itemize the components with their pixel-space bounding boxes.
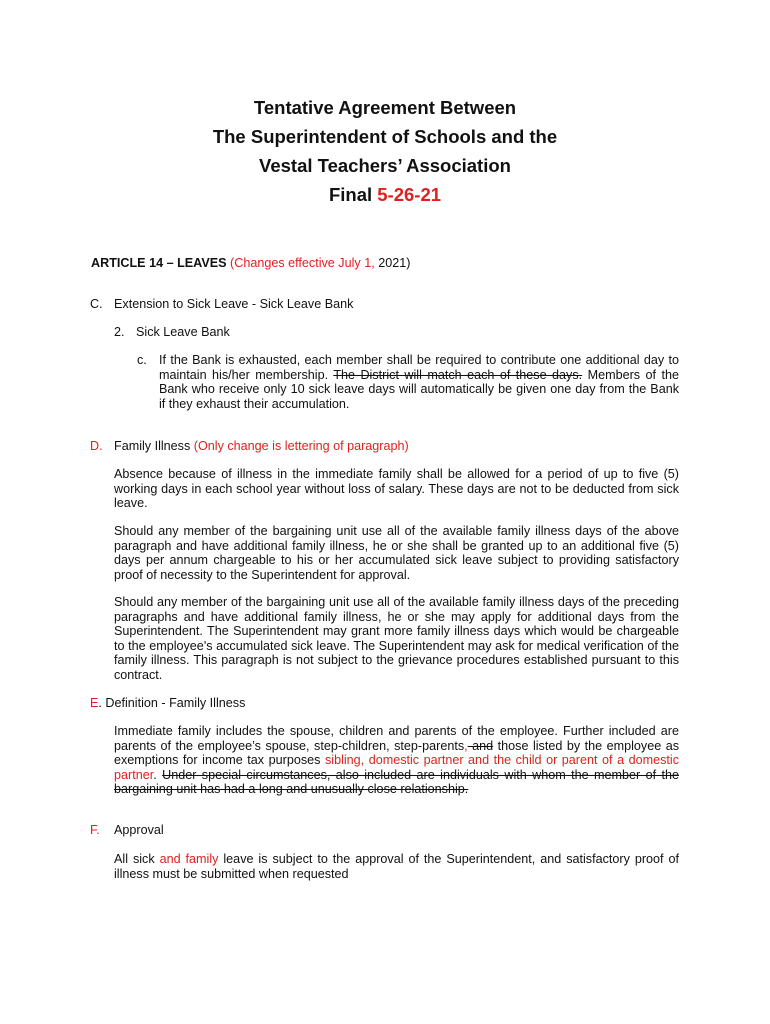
subsection-2-number: 2. — [114, 325, 125, 339]
section-e-comma: , — [464, 738, 468, 753]
article-heading — [91, 256, 410, 271]
article-note-year: 2021 — [378, 256, 407, 270]
section-d-heading — [114, 439, 409, 454]
section-d-note: (Only change is lettering of paragraph) — [193, 439, 409, 453]
item-c-text — [159, 353, 679, 411]
section-e-title: . Definition - Family Illness — [98, 696, 246, 710]
section-d-paragraph-1: Absence because of illness in the immediate family shall be allowed for a period of up to five (5) working days in each school year without loss of salary. These days are not to be deducted from sick leave. — [114, 467, 679, 511]
section-f-added-text: and family — [159, 852, 219, 866]
section-e-struck-and: and — [467, 738, 494, 753]
section-e-letter: E — [90, 696, 99, 710]
section-d-paragraph-3: Should any member of the bargaining unit use all of the available family illness days of the preceding paragraphs and have additional family illness, he or she may apply for additional days from the Superintendent. The Superintendent may grant more family illness days which would be chargeable to the employee's accumulated sick leave. The Superintendent may ask for medical verification of the family illness. This paragraph is not subject to the grievance procedures established pursuant to this contract. — [114, 595, 679, 682]
title-line-3: Vestal Teachers’ Association — [259, 155, 511, 176]
item-c-letter: c. — [137, 353, 147, 367]
section-f-text-1: All sick — [114, 852, 160, 866]
title-line-1: Tentative Agreement Between — [253, 97, 517, 118]
section-f-paragraph — [114, 852, 679, 881]
article-note: (Changes effective July 1, — [230, 256, 379, 270]
section-c-heading: Extension to Sick Leave - Sick Leave Bank — [114, 297, 354, 311]
final-label: Final — [328, 184, 378, 205]
article-title: ARTICLE 14 – LEAVES — [91, 256, 231, 270]
item-c-text-2: Members of the Bank who receive only 10 sick leave days will automatically be given one day from the Bank if they exhaust their accumulation. — [159, 367, 679, 411]
document-title — [0, 93, 770, 209]
section-e-heading — [90, 696, 245, 711]
section-d-paragraph-2: Should any member of the bargaining unit use all of the available family illness days of the above paragraph and have additional family illness, he or she shall be granted up to an additional five (5) days per annum chargeable to his or her accumulated sick leave subject to providing satisfactory proof of necessity to the Superintendent for approval. — [114, 524, 679, 582]
section-e-text-2: those listed by the employee as exemptions for income tax purposes — [114, 738, 680, 768]
section-e-paragraph — [114, 724, 679, 797]
section-e-added-text: sibling, domestic partner and the child or parent of a domestic partner — [114, 753, 679, 782]
section-f-letter: F. — [90, 823, 100, 837]
section-f-heading: Approval — [114, 823, 164, 837]
section-e-struck-text: Under special circumstances, also included are individuals with whom the member of the bargaining unit has had a long and unusually close relationship. — [114, 767, 679, 797]
subsection-2-heading: Sick Leave Bank — [136, 325, 230, 339]
item-c-text-1: If the Bank is exhausted, each member shall be required to contribute one additional day to maintain his/her membership. — [159, 353, 679, 382]
title-line-2: The Superintendent of Schools and the — [212, 126, 558, 147]
section-e-text-1: Immediate family includes the spouse, children and parents of the employee. Further included are parents of the employee’s spouse, step-children, step-parents — [114, 724, 679, 753]
article-note-close: ) — [406, 256, 411, 270]
item-c-struck-text: The District will match each of these days. — [333, 367, 583, 382]
section-e-period: . — [153, 767, 163, 782]
section-d-title: Family Illness — [114, 439, 194, 453]
section-f-text-2: leave is subject to the approval of the Superintendent, and satisfactory proof of illness must be submitted when requested — [114, 852, 679, 881]
title-final-line — [0, 180, 770, 209]
section-d-letter: D. — [90, 439, 103, 453]
section-c-letter: C. — [90, 297, 103, 311]
final-date: 5-26-21 — [377, 184, 442, 205]
